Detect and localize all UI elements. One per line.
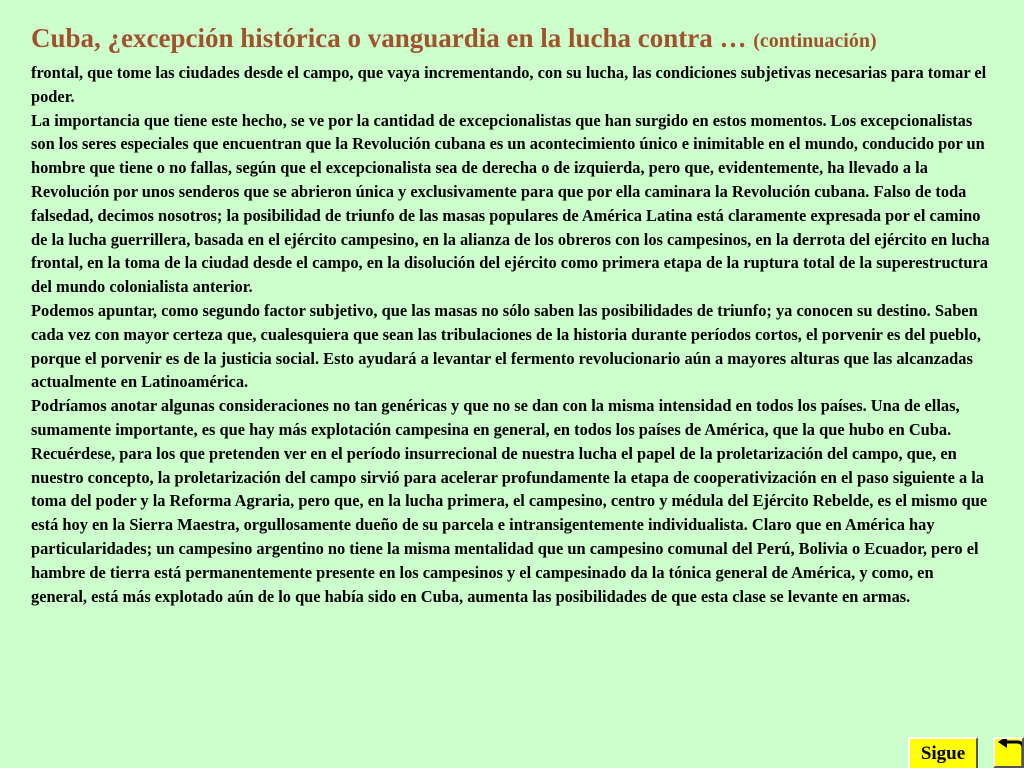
slide-title-suffix: (continuación) — [753, 30, 877, 52]
slide-title-main: Cuba, ¿excepción histórica o vanguardia en la lucha contra … — [31, 23, 747, 53]
return-button[interactable] — [993, 737, 1024, 768]
return-arrow-icon — [995, 739, 1024, 768]
paragraph-3: Podemos apuntar, como segundo factor subjetivo, que las masas no sólo saben las posibilidades de triunfo; ya conocen su destino. Saben cada vez con mayor certeza que, cualesquiera que sean las tribulaciones de la historia durante períodos cortos, el porvenir es del pueblo, porque el porvenir es de la justicia social. Esto ayudará a levantar el fermento revolucionario aún a mayores alturas que las alcanzadas actualmente en Latinoamérica. — [31, 300, 981, 392]
paragraph-4: Podríamos anotar algunas consideraciones no tan genéricas y que no se dan con la misma intensidad en todos los países. Una de ellas, sumamente importante, es que hay más explotación campesina en general, en todos los países de América, que la que hubo en Cuba. Recuérdese, para los que pretenden ver en el período insurrecional de nuestra lucha el papel de la proletarización del campo, que, en nuestro concepto, la proletarización del campo sirvió para acelerar profundamente la etapa de cooperativización en el paso siguiente a la toma del poder y la Reforma Agraria, pero que, en la lucha primera, el campesino, centro y médula del Ejército Rebelde, es el mismo que está hoy en la Sierra Maestra, orgullosamente dueño de su parcela e intransigentemente individualista. Claro que en América hay particularidades; un campesino argentino no tiene la misma mentalidad que un campesino comunal del Perú, Bolivia o Ecuador, pero el hambre de tierra está permanentemente presente en los campesinos y el campesinado da la tónica general de América, y como, en general, está más explotado aún de lo que había sido en Cuba, aumenta las posibilidades de que esta clase se levante en armas. — [31, 396, 988, 606]
paragraph-1: frontal, que tome las ciudades desde el campo, que vaya incrementando, con su lucha, las condiciones subjetivas necesarias para tomar el poder. — [31, 63, 987, 106]
slide-title — [31, 20, 877, 59]
paragraph-2: La importancia que tiene este hecho, se ve por la cantidad de excepcionalistas que han surgido en estos momentos. Los excepcionalistas son los seres especiales que encuentran que la Revolución cubana es un acontecimiento único e inimitable en el mundo, conducido por un hombre que tiene o no fallas, según que el excepcionalista sea de derecha o de izquierda, pero que, evidentemente, ha llevado a la Revolución por unos senderos que se abrieron única y exclusivamente para que por ella caminara la Revolución cubana. Falso de toda falsedad, decimos nosotros; la posibilidad de triunfo de las masas populares de América Latina está claramente expresada por el camino de la lucha guerrillera, basada en el ejército campesino, en la alianza de los obreros con los campesinos, en la derrota del ejército en lucha frontal, en la toma de la ciudad desde el campo, en la disolución del ejército como primera etapa de la ruptura total de la superestructura del mundo colonialista anterior. — [31, 110, 990, 297]
next-button[interactable]: Sigue — [908, 737, 978, 768]
slide-body — [31, 61, 993, 608]
